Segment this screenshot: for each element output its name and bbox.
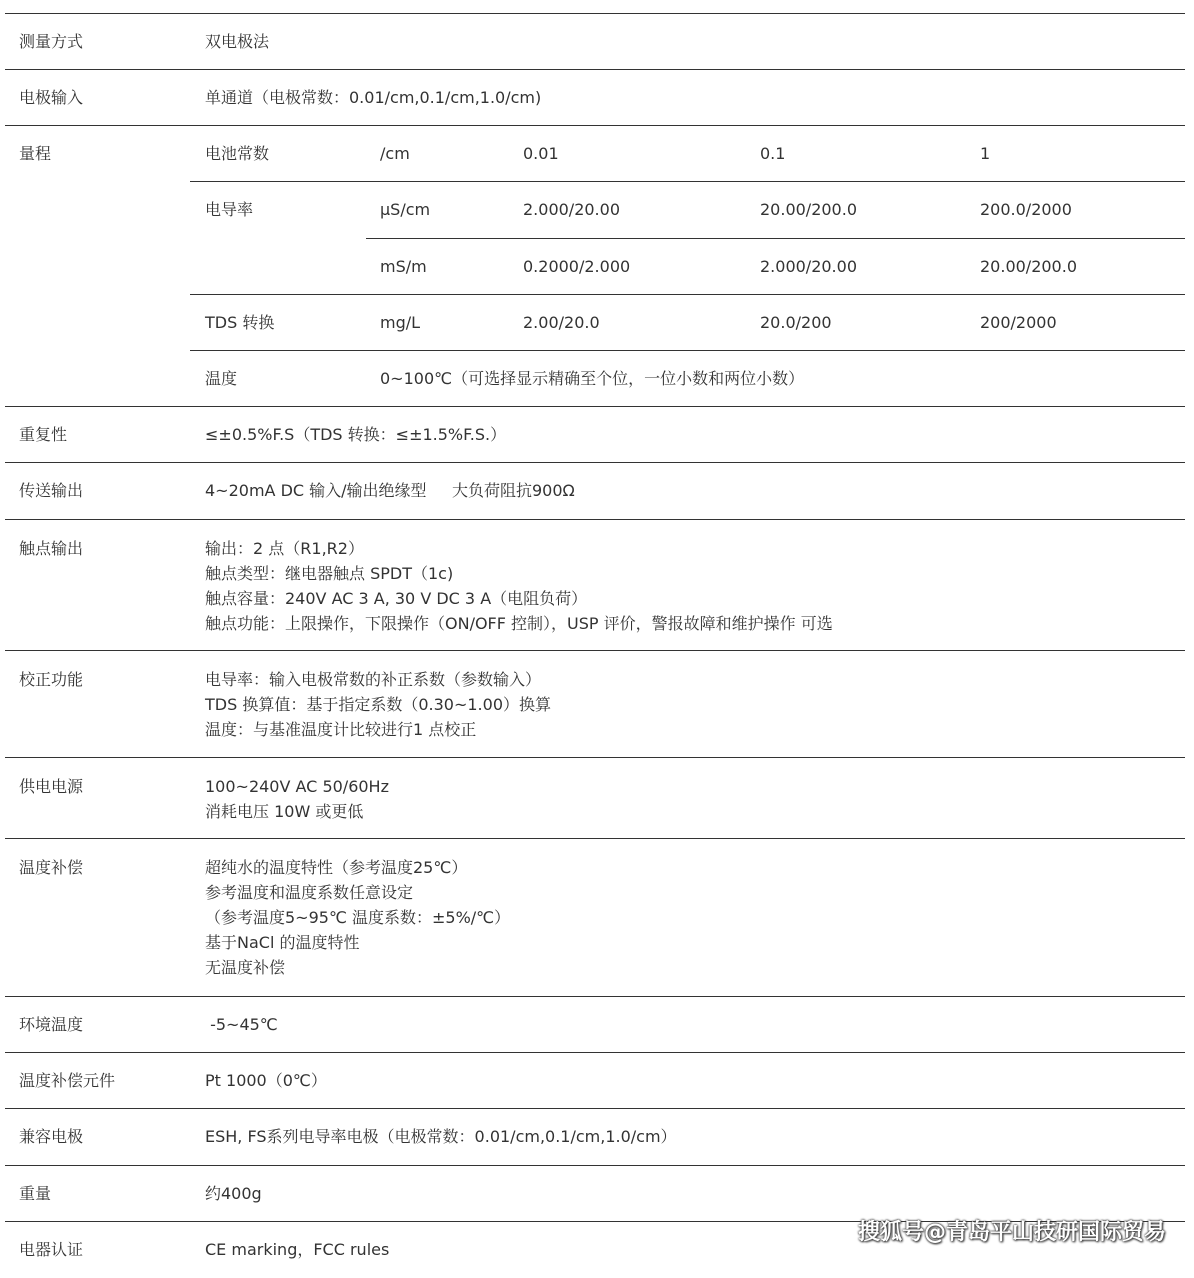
row-value: -5~45℃ — [205, 1015, 278, 1034]
range-tds-v1: 2.00/20.0 — [523, 313, 600, 332]
text-line: 电导率：输入电极常数的补正系数（参数输入） — [205, 670, 542, 689]
spec-table — [5, 13, 1185, 1278]
range-cell-constant-unit: /cm — [380, 144, 410, 163]
range-conductivity-us-v2: 20.00/200.0 — [760, 200, 857, 219]
range-tds-unit: mg/L — [380, 313, 421, 332]
row-electrode-input — [5, 70, 1185, 126]
row-weight — [5, 1166, 1185, 1222]
row-calibration — [5, 651, 1185, 758]
text-line: 触点功能：上限操作，下限操作（ON/OFF 控制），USP 评价，警报故障和维护操作 可选 — [205, 614, 833, 633]
text-line: 触点类型：继电器触点 SPDT（1c) — [205, 564, 454, 583]
row-label: 触点输出 — [19, 539, 84, 558]
watermark-text: 搜狐号@青岛平山技研国际贸易 — [857, 1220, 1166, 1245]
text-line: TDS 换算值：基于指定系数（0.30~1.00）换算 — [205, 695, 551, 714]
row-label: 温度补偿 — [19, 858, 84, 877]
row-contact-output — [5, 520, 1185, 651]
row-transmission-output — [5, 463, 1185, 520]
text-line: 参考温度和温度系数任意设定 — [205, 883, 414, 902]
range-tds-v3: 200/2000 — [980, 313, 1057, 332]
row-repeatability — [5, 407, 1185, 463]
row-label: 测量方式 — [19, 32, 84, 51]
text-line: 输出：2 点（R1,R2） — [205, 539, 364, 558]
row-value-lines — [205, 774, 389, 824]
row-value: 双电极法 — [205, 32, 270, 51]
row-value: Pt 1000（0℃） — [205, 1071, 327, 1090]
range-conductivity-ms-unit: mS/m — [380, 257, 427, 276]
row-value: 约400g — [205, 1184, 262, 1203]
range-cell-constant-label: 电池常数 — [205, 144, 270, 163]
range-conductivity-ms-v2: 2.000/20.00 — [760, 257, 857, 276]
row-label: 传送输出 — [19, 481, 84, 500]
row-label: 校正功能 — [19, 670, 84, 689]
text-line: 基于NaCl 的温度特性 — [205, 933, 360, 952]
row-label: 重复性 — [19, 425, 68, 444]
row-value-lines — [205, 855, 510, 980]
row-temperature-element — [5, 1053, 1185, 1109]
row-label: 重量 — [19, 1184, 52, 1203]
row-label: 温度补偿元件 — [19, 1071, 116, 1090]
range-conductivity-us-unit: µS/cm — [380, 200, 431, 219]
row-value: 4~20mA DC 输入/输出绝缘型 大负荷阻抗900Ω — [205, 481, 575, 500]
row-temperature-compensation — [5, 839, 1185, 997]
row-range — [5, 126, 1185, 407]
range-cell-constant-v1: 0.01 — [523, 144, 559, 163]
range-conductivity-us-v3: 200.0/2000 — [980, 200, 1072, 219]
row-label: 兼容电极 — [19, 1127, 84, 1146]
range-cell-constant-v3: 1 — [980, 144, 991, 163]
range-conductivity-ms-v3: 20.00/200.0 — [980, 257, 1077, 276]
range-temperature-label: 温度 — [205, 369, 238, 388]
row-value: ≤±0.5%F.S（TDS 转换：≤±1.5%F.S.） — [205, 425, 507, 444]
row-ambient-temperature — [5, 997, 1185, 1053]
range-tds-v2: 20.0/200 — [760, 313, 832, 332]
text-line: 温度：与基准温度计比较进行1 点校正 — [205, 720, 477, 739]
range-temperature-value: 0~100℃（可选择显示精确至个位，一位小数和两位小数） — [380, 369, 805, 388]
range-conductivity-label: 电导率 — [205, 200, 254, 219]
row-value: 单通道（电极常数：0.01/cm,0.1/cm,1.0/cm) — [205, 88, 542, 107]
row-value: CE marking，FCC rules — [205, 1240, 390, 1259]
text-line: 100~240V AC 50/60Hz — [205, 777, 389, 796]
range-tds-label: TDS 转换 — [205, 313, 275, 332]
row-compatible-electrodes — [5, 1109, 1185, 1166]
row-label: 量程 — [19, 144, 52, 163]
row-value-lines — [205, 536, 833, 636]
text-line: （参考温度5~95℃ 温度系数：±5%/℃） — [205, 908, 511, 927]
row-value: ESH, FS系列电导率电极（电极常数：0.01/cm,0.1/cm,1.0/cm） — [205, 1127, 677, 1146]
row-label: 电器认证 — [19, 1240, 84, 1259]
text-line: 触点容量：240V AC 3 A, 30 V DC 3 A（电阻负荷） — [205, 589, 588, 608]
range-conductivity-ms-v1: 0.2000/2.000 — [523, 257, 631, 276]
row-power-supply — [5, 758, 1185, 839]
range-conductivity-us-v1: 2.000/20.00 — [523, 200, 620, 219]
row-label: 电极输入 — [19, 88, 84, 107]
range-cell-constant-v2: 0.1 — [760, 144, 786, 163]
text-line: 超纯水的温度特性（参考温度25℃） — [205, 858, 468, 877]
text-line: 无温度补偿 — [205, 958, 286, 977]
row-label: 环境温度 — [19, 1015, 84, 1034]
row-measurement-method — [5, 14, 1185, 70]
row-value-lines — [205, 667, 551, 742]
row-label: 供电电源 — [19, 777, 84, 796]
text-line: 消耗电压 10W 或更低 — [205, 802, 364, 821]
